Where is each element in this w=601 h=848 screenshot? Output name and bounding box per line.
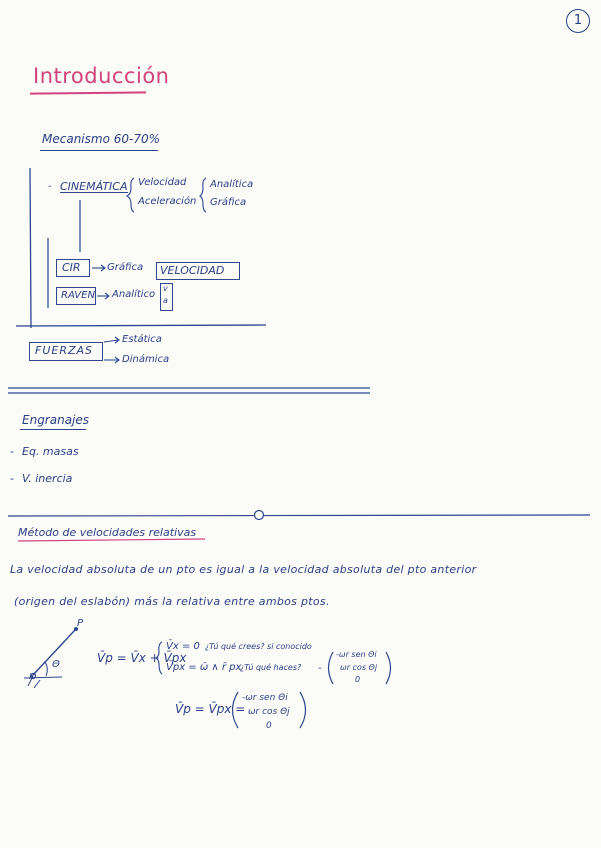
- page-title: Introducción: [33, 64, 170, 88]
- column1-row1: -ωr sen Θi: [336, 650, 377, 659]
- velocidad-label: Velocidad: [138, 177, 187, 188]
- engranajes-item-2: V. inercia: [22, 472, 73, 485]
- estatica-label: Estática: [122, 334, 162, 345]
- engranajes-item-1: Eq. masas: [22, 445, 79, 458]
- equation-final: V̄p = V̄px =: [175, 702, 246, 716]
- engranajes-underline: [20, 429, 86, 430]
- mecanismo-heading: Mecanismo 60-70%: [42, 132, 160, 146]
- aceleracion-label: Aceleración: [138, 196, 197, 207]
- analitico-label: Analítico: [112, 289, 156, 300]
- metodo-line-2: (origen del eslabón) más la relativa entre ambos ptos.: [14, 595, 330, 608]
- vector-v: v: [163, 284, 168, 293]
- dinamica-label: Dinámica: [122, 354, 170, 365]
- equation-minus: -: [318, 663, 322, 674]
- equation-vpx-note: ¿Tú qué haces?: [240, 663, 302, 672]
- column1-row3: 0: [355, 675, 361, 684]
- fuerzas-label: FUERZAS: [35, 344, 94, 357]
- engranajes-dash-1: -: [10, 445, 14, 458]
- grafica-cir-label: Gráfica: [107, 262, 144, 273]
- equation-vpx: V̄px = ω̄ ∧ r̄ px: [166, 662, 242, 673]
- analitica-label: Analítica: [210, 179, 254, 190]
- metodo-line-1: La velocidad absoluta de un pto es igual a la velocidad absoluta del pto anterior: [10, 563, 477, 576]
- page-number: 1: [566, 9, 590, 33]
- theta-label: Θ: [52, 659, 60, 670]
- equation-vx-note: ¿Tú qué crees? si conocido: [205, 642, 312, 651]
- column2-row3: 0: [266, 721, 272, 731]
- vector-a: a: [163, 296, 168, 305]
- metodo-heading: Método de velocidades relativas: [18, 526, 197, 539]
- column2-row1: -ωr sen Θi: [242, 693, 288, 703]
- cinematica-label: CINEMÁTICA: [60, 180, 128, 193]
- dash-bullet: -: [48, 181, 52, 192]
- cir-label: CIR: [62, 261, 81, 274]
- point-p-label: P: [77, 618, 84, 629]
- column2-row2: ωr cos Θj: [248, 707, 290, 717]
- engranajes-heading: Engranajes: [22, 413, 90, 427]
- column1-row2: ωr cos Θj: [340, 663, 378, 672]
- equation-vx: V̄x = 0: [166, 641, 200, 652]
- velocidad-box-label: VELOCIDAD: [160, 264, 225, 277]
- raven-label: RAVEN: [61, 290, 95, 301]
- engranajes-dash-2: -: [10, 472, 14, 485]
- point-x-label: x: [29, 671, 35, 682]
- grafica-label: Gráfica: [210, 197, 247, 208]
- equation-main: V̄p = V̄x + V̄px: [97, 651, 187, 665]
